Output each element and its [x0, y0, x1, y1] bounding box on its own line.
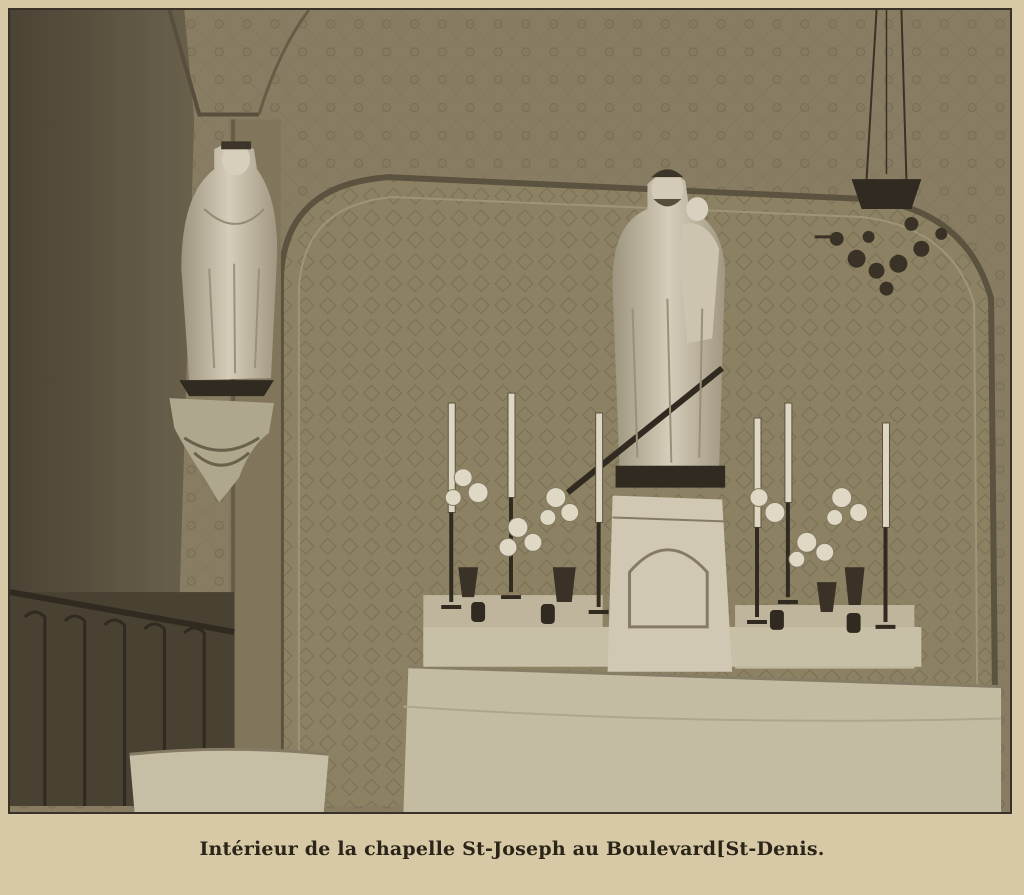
chapel-photograph — [8, 8, 1012, 814]
chapel-illustration — [10, 10, 1010, 812]
photo-caption: Intérieur de la chapelle St-Joseph au Boulevard[St-Denis. — [199, 838, 825, 860]
